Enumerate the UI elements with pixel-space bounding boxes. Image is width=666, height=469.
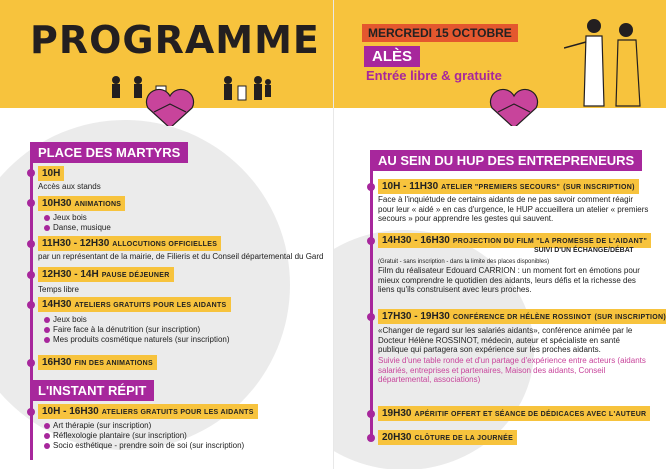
- event-time: 20H30 CLÔTURE DE LA JOURNÉE: [378, 430, 517, 445]
- right-page: [333, 0, 666, 469]
- event-time: 11H30 - 12H30 ALLOCUTIONS OFFICIELLES: [38, 236, 221, 251]
- heart-hands-icon: [140, 86, 200, 126]
- timeline-dot: [367, 183, 375, 191]
- event-date: MERCREDI 15 OCTOBRE: [362, 24, 518, 42]
- event-desc: Temps libre: [38, 285, 79, 294]
- timeline-dot: [27, 240, 35, 248]
- event-time: 10H - 16H30 ATELIERS GRATUITS POUR LES AIDANTS: [38, 404, 258, 419]
- timeline-dot: [27, 359, 35, 367]
- timeline-dot: [367, 410, 375, 418]
- timeline-dot: [367, 313, 375, 321]
- event-time: 14H30 - 16H30 PROJECTION DU FILM "LA PROMESSE DE L'AIDANT": [378, 233, 651, 248]
- page-title: PROGRAMME: [30, 18, 320, 62]
- list-item: Socio esthétique - prendre soin de soi (sur inscription): [44, 441, 244, 451]
- event-items: [44, 315, 230, 345]
- timeline-dot: [27, 271, 35, 279]
- timeline-line: [370, 170, 373, 440]
- event-items: [44, 421, 244, 451]
- event-desc: Film du réalisateur Edouard CARRION : un moment fort en émotions pour mieux comprendre le quotidien des aidants, leurs défis et la richesse des liens qu'ils construisent avec leurs proches.: [378, 266, 640, 294]
- caregiver-illustration: [564, 14, 664, 108]
- section-instant-repit: L'INSTANT RÉPIT: [30, 380, 154, 401]
- section-hup: AU SEIN DU HUP DES ENTREPRENEURS: [370, 150, 642, 171]
- event-note: (Gratuit - sans inscription - dans la limite des places disponibles): [378, 259, 550, 265]
- timeline-dot: [27, 408, 35, 416]
- event-time: 10H30 ANIMATIONS: [38, 196, 125, 211]
- list-item: Jeux bois: [44, 213, 111, 223]
- event-time: 10H - 11H30 ATELIER "PREMIERS SECOURS" (SUR INSCRIPTION): [378, 179, 639, 194]
- timeline-dot: [367, 237, 375, 245]
- event-desc: «Changer de regard sur les salariés aidants», conférence animée par le Docteur Hélène ROSSINOT, médecin, auteur et spécialiste en santé publique qui partagera son expérience sur les proches aidants.: [378, 326, 633, 354]
- event-desc: par un représentant de la mairie, de Filieris et du Conseil départemental du Gard: [38, 252, 324, 261]
- event-items: [44, 213, 111, 233]
- timeline-dot: [27, 169, 35, 177]
- event-sub-label: SUIVI D'UN ÉCHANGE/DÉBAT: [534, 247, 634, 254]
- event-desc: Face à l'inquiétude de certains aidants de ne pas savoir comment réagir pour leur « aidé » en cas d'urgence, le HUP accueillera un atelier « premiers secours » pour apprendre les gestes qui sauvent.: [378, 195, 649, 223]
- section-place-des-martyrs: PLACE DES MARTYRS: [30, 142, 188, 163]
- event-time: 10H: [38, 166, 64, 181]
- free-entry: Entrée libre & gratuite: [366, 68, 502, 83]
- event-desc-followup: Suivie d'une table ronde et d'un partage d'expérience entre acteurs (aidants salariés, entreprises et partenaires, Maison des aidants, Conseil départemental, associations): [378, 356, 646, 384]
- timeline-dot: [27, 301, 35, 309]
- event-desc: Accès aux stands: [38, 182, 101, 191]
- heart-hands-icon: [484, 86, 544, 126]
- timeline-dot: [27, 199, 35, 207]
- list-item: Réflexologie plantaire (sur inscription): [44, 431, 244, 441]
- list-item: Danse, musique: [44, 223, 111, 233]
- list-item: Art thérapie (sur inscription): [44, 421, 244, 431]
- event-time: 14H30 ATELIERS GRATUITS POUR LES AIDANTS: [38, 297, 231, 312]
- event-time: 17H30 - 19H30 CONFÉRENCE DR HÉLÈNE ROSSINOT (SUR INSCRIPTION): [378, 309, 666, 324]
- list-item: Faire face à la dénutrition (sur inscription): [44, 325, 230, 335]
- people-illustration: [108, 74, 308, 108]
- event-time: 19H30 APÉRITIF OFFERT ET SÉANCE DE DÉDICACES AVEC L'AUTEUR: [378, 406, 650, 421]
- list-item: Jeux bois: [44, 315, 230, 325]
- list-item: Mes produits cosmétique naturels (sur inscription): [44, 335, 230, 345]
- event-city: ALÈS: [364, 46, 420, 67]
- timeline-dot: [367, 434, 375, 442]
- event-time: 12H30 - 14H PAUSE DÉJEUNER: [38, 267, 174, 282]
- event-time: 16H30 FIN DES ANIMATIONS: [38, 355, 157, 370]
